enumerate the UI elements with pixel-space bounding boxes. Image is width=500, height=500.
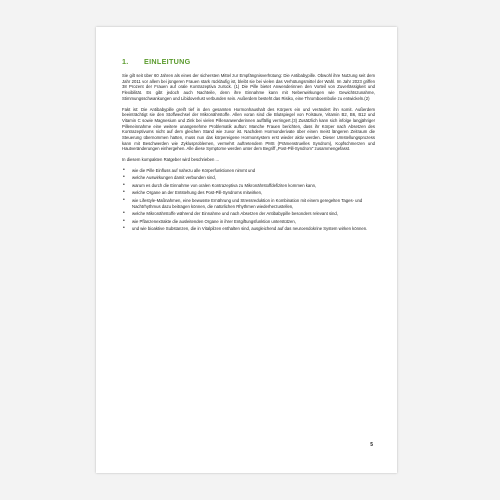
section-number: 1. <box>122 57 129 66</box>
list-item: • welche Organe an der Entstehung des Post-Pill-Syndroms mitwirken, <box>122 190 375 196</box>
list-item: • warum es durch die Einnahme von oralen Kontrazeptiva zu Mikronährstoffdefiziten kommen kann, <box>122 183 375 189</box>
paragraph-fact: Fakt ist: Die Antibabypille greift tief in den gesamten Hormonhaushalt des Körpers ein und verändert ihn somit. Außerdem beeinträchtigt sie den Stoffwechsel der Mikronährstoffe. Allen voran sind die Blutspiegel von Folsäure, Vitamin B2, B6, B12 und Vitamin C sowie Magnesium und Zink bei vielen Pillenanwenderinnen auffällig verringert.(3) Zusätzlich kann sich infolge langjähriger Pilleneinnahme eine weitere unangenehme Problematik auftun: Manche Frauen berichten, dass ihr Körper nach Absetzen des Kontrazeptivums nicht auf dem gleichen Stand wie zuvor ist. Nachdem Hormonderivate über einen meist längeren Zeitraum die Steuerung übernommen hatten, muss nun das körpereigene Hormonsystem erst wieder aktiv werden. Dieser Umstellungsprozess kann mit Beschwerden wie Zyklusproblemen, vermehrt auftretendem PMS (Prämenstruelles Syndrom), Kopfschmerzen und Hautveränderungen einhergehen. Alle diese Symptome werden unter dem Begriff „Post-Pill-Syndrom" zusammengefasst. <box>122 106 375 152</box>
section-title: EINLEITUNG <box>144 57 191 66</box>
list-item: • wie Pflanzenextrakte die ausleitenden Organe in ihrer Entgiftungsfunktion unterstützen, <box>122 219 375 225</box>
page-number: 5 <box>370 442 373 448</box>
document-page <box>96 27 397 473</box>
page-content <box>122 57 375 234</box>
section-heading <box>122 57 375 66</box>
list-item: • wie die Pille Einfluss auf nahezu alle Körperfunktionen nimmt und <box>122 168 375 174</box>
list-item: • welche Mikronährstoffe während der Einnahme und nach Absetzen der Antibabypille besonders relevant sind, <box>122 211 375 217</box>
list-item: • und wie bioaktive Substanzen, die in Vitalpilzen enthalten sind, ausgleichend auf das neuroendokrine System wirken können. <box>122 226 375 232</box>
paragraph-guide-intro: In diesem kompakten Ratgeber wird beschrieben ... <box>122 157 220 163</box>
list-item: • welche Auswirkungen damit verbunden sind, <box>122 175 375 181</box>
paragraph-intro: Sie gilt seit über 60 Jahren als eines der sichersten Mittel zur Empfängnisverhütung: Die Antibabypille. Obwohl ihre Nutzung seit dem Jahr 2011 vor allem bei jüngeren Frauen stark rückläufig ist, bleibt sie bei vielen das Verhütungsmittel der Wahl. Im Jahr 2023 griffen 38 Prozent der Frauen auf orale Kontrazeptiva zurück. (1) Die Pille bietet Anwenderinnen den Vorteil von Zuverlässigkeit und Flexibilität. Es gibt jedoch auch Nachteile, denn ihre Einnahme kann mit Nebenwirkungen wie Gewichtszunahme, Stimmungsschwankungen und Libidoverlust verbunden sein. Außerdem besteht das Risiko, eine Thromboembolie zu entwickeln.(2) <box>122 73 375 101</box>
bullet-list <box>122 168 375 232</box>
list-item: • wie Lifestyle-Maßnahmen, eine bewusste Ernährung und Stressreduktion in Kombination mit einem geregelten Tages- und Nachtrhythmus dazu beitragen können, die natürlichen Rhythmen wiederherzustellen, <box>122 198 375 209</box>
